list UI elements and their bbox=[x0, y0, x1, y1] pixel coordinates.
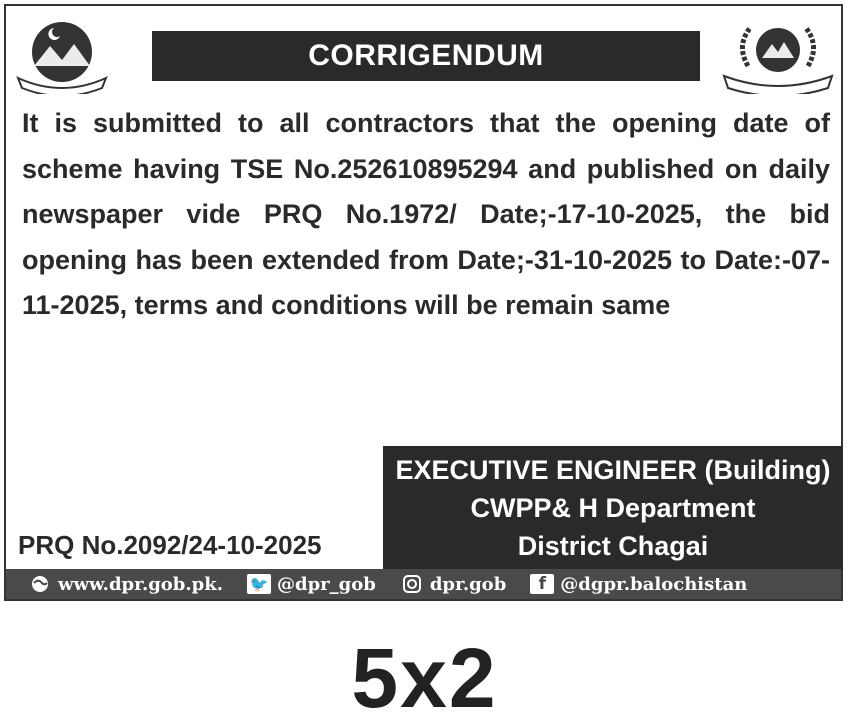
footer-website[interactable]: www.dpr.gob.pk. bbox=[28, 574, 223, 595]
twitter-icon: 🐦 bbox=[247, 574, 271, 594]
globe-icon bbox=[28, 574, 52, 594]
balochistan-emblem-icon bbox=[16, 16, 108, 94]
prq-number: PRQ No.2092/24-10-2025 bbox=[18, 530, 322, 560]
signature-district: District Chagai bbox=[517, 531, 709, 561]
footer-instagram[interactable]: dpr.gob bbox=[400, 574, 506, 595]
notice-body: It is submitted to all contractors that the opening date of scheme having TSE No.252610895294 and published on daily newspaper vide PRQ No.1972/ Date;-17-10-2025, the bid opening has been extended from Date;-31-10-2025 to Date:-07-11-2025, terms and conditions will be remain same bbox=[22, 108, 830, 320]
footer-bar bbox=[6, 569, 841, 599]
page-title: CORRIGENDUM bbox=[308, 39, 544, 72]
signature-block bbox=[383, 446, 843, 570]
instagram-icon bbox=[400, 574, 424, 594]
footer-facebook[interactable]: f @dgpr.balochistan bbox=[530, 574, 747, 595]
dgpr-emblem-icon bbox=[718, 16, 838, 94]
facebook-icon: f bbox=[530, 574, 554, 594]
advertisement-frame bbox=[4, 4, 843, 601]
signature-designation: EXECUTIVE ENGINEER (Building) bbox=[395, 455, 831, 485]
signature-department: CWPP& H Department bbox=[470, 493, 756, 523]
ad-size-label: 5x2 bbox=[351, 631, 498, 725]
title-bar bbox=[152, 31, 700, 81]
footer-twitter[interactable]: 🐦 @dpr_gob bbox=[247, 574, 376, 595]
